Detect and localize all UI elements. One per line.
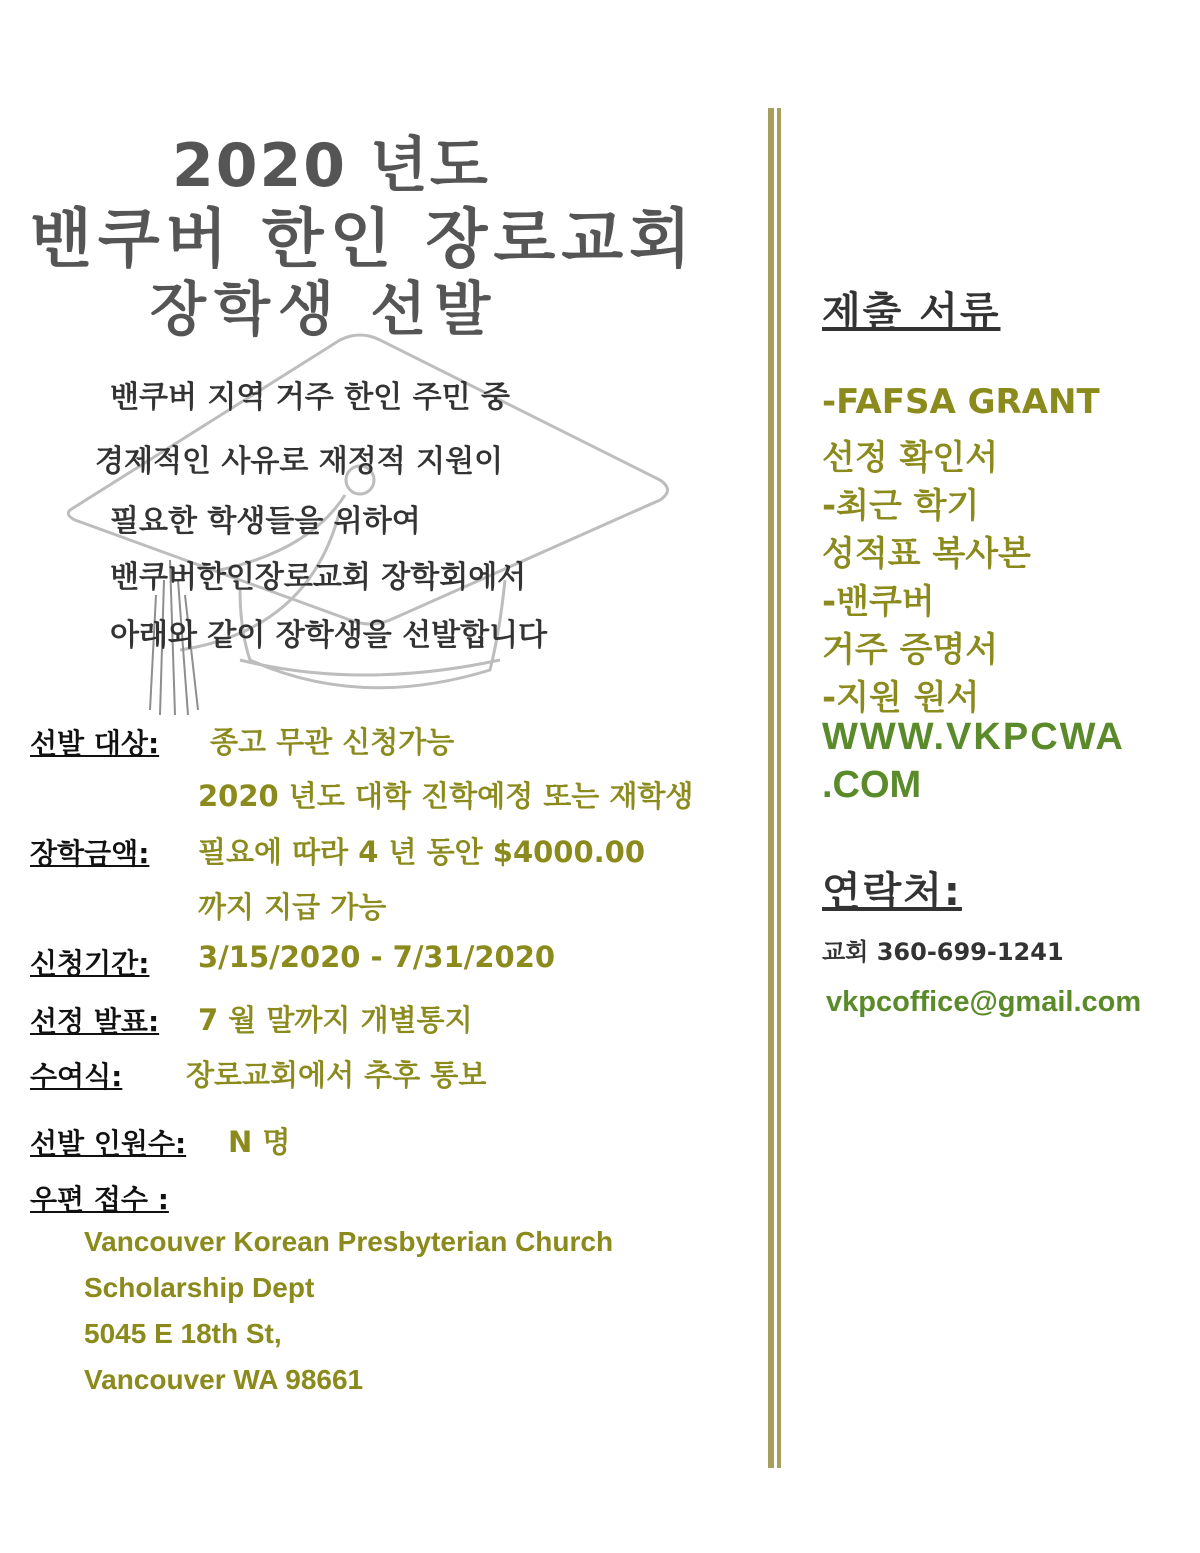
announce-label: 선정 발표:: [30, 1005, 160, 1038]
website-link-suffix[interactable]: .COM: [822, 764, 922, 806]
intro-line: 밴쿠버 지역 거주 한인 주민 중: [110, 380, 510, 415]
target-label: 선발 대상:: [30, 727, 160, 760]
document-item: -밴쿠버: [822, 582, 935, 622]
announce-value: 7 월 말까지 개별통지: [198, 1003, 473, 1037]
address-line: Scholarship Dept: [84, 1272, 315, 1303]
period-value: 3/15/2020 - 7/31/2020: [198, 940, 556, 974]
address-line: Vancouver WA 98661: [84, 1364, 364, 1395]
count-label: 선발 인원수:: [30, 1127, 187, 1160]
address-line: 5045 E 18th St,: [84, 1318, 282, 1349]
amount-label: 장학금액:: [30, 837, 150, 870]
contact-email[interactable]: vkpcoffice@gmail.com: [826, 986, 1142, 1018]
intro-line: 밴쿠버한인장로교회 장학회에서: [110, 560, 527, 595]
ceremony-label: 수여식:: [30, 1060, 123, 1093]
ceremony-value: 장로교회에서 추후 통보: [186, 1058, 487, 1092]
title-year: 2020 년도: [172, 131, 490, 201]
target-value: 종고 무관 신청가능: [210, 725, 455, 759]
target-value-2: 2020 년도 대학 진학예정 또는 재학생: [198, 779, 694, 813]
column-divider: [768, 108, 774, 1468]
title-scholarship: 장학생 선발: [150, 275, 499, 343]
mail-label: 우편 접수 :: [30, 1183, 169, 1216]
period-label: 신청기간:: [30, 947, 150, 980]
document-item: -FAFSA GRANT: [822, 382, 1100, 422]
document-item: -최근 학기: [822, 486, 980, 526]
title-church: 밴쿠버 한인 장로교회: [30, 203, 697, 277]
document-item: 선정 확인서: [822, 438, 999, 478]
amount-value-2: 까지 지급 가능: [198, 890, 387, 924]
church-phone: 교회 360-699-1241: [822, 938, 1064, 966]
column-divider: [777, 108, 781, 1468]
intro-line: 경제적인 사유로 재정적 지원이: [95, 444, 504, 479]
intro-line: 필요한 학생들을 위하여: [110, 504, 421, 539]
documents-heading: 제출 서류: [822, 289, 1001, 335]
intro-line: 아래와 같이 장학생을 선발합니다: [110, 618, 548, 653]
website-link[interactable]: WWW.VKPCWA: [822, 716, 1125, 758]
amount-value: 필요에 따라 4 년 동안 $4000.00: [198, 835, 646, 869]
document-item: 성적표 복사본: [822, 534, 1031, 574]
document-item: 거주 증명서: [822, 630, 999, 670]
count-value: N 명: [228, 1125, 291, 1159]
document-item: -지원 원서: [822, 678, 980, 718]
contact-heading: 연락처:: [822, 869, 962, 915]
address-line: Vancouver Korean Presbyterian Church: [84, 1226, 614, 1257]
